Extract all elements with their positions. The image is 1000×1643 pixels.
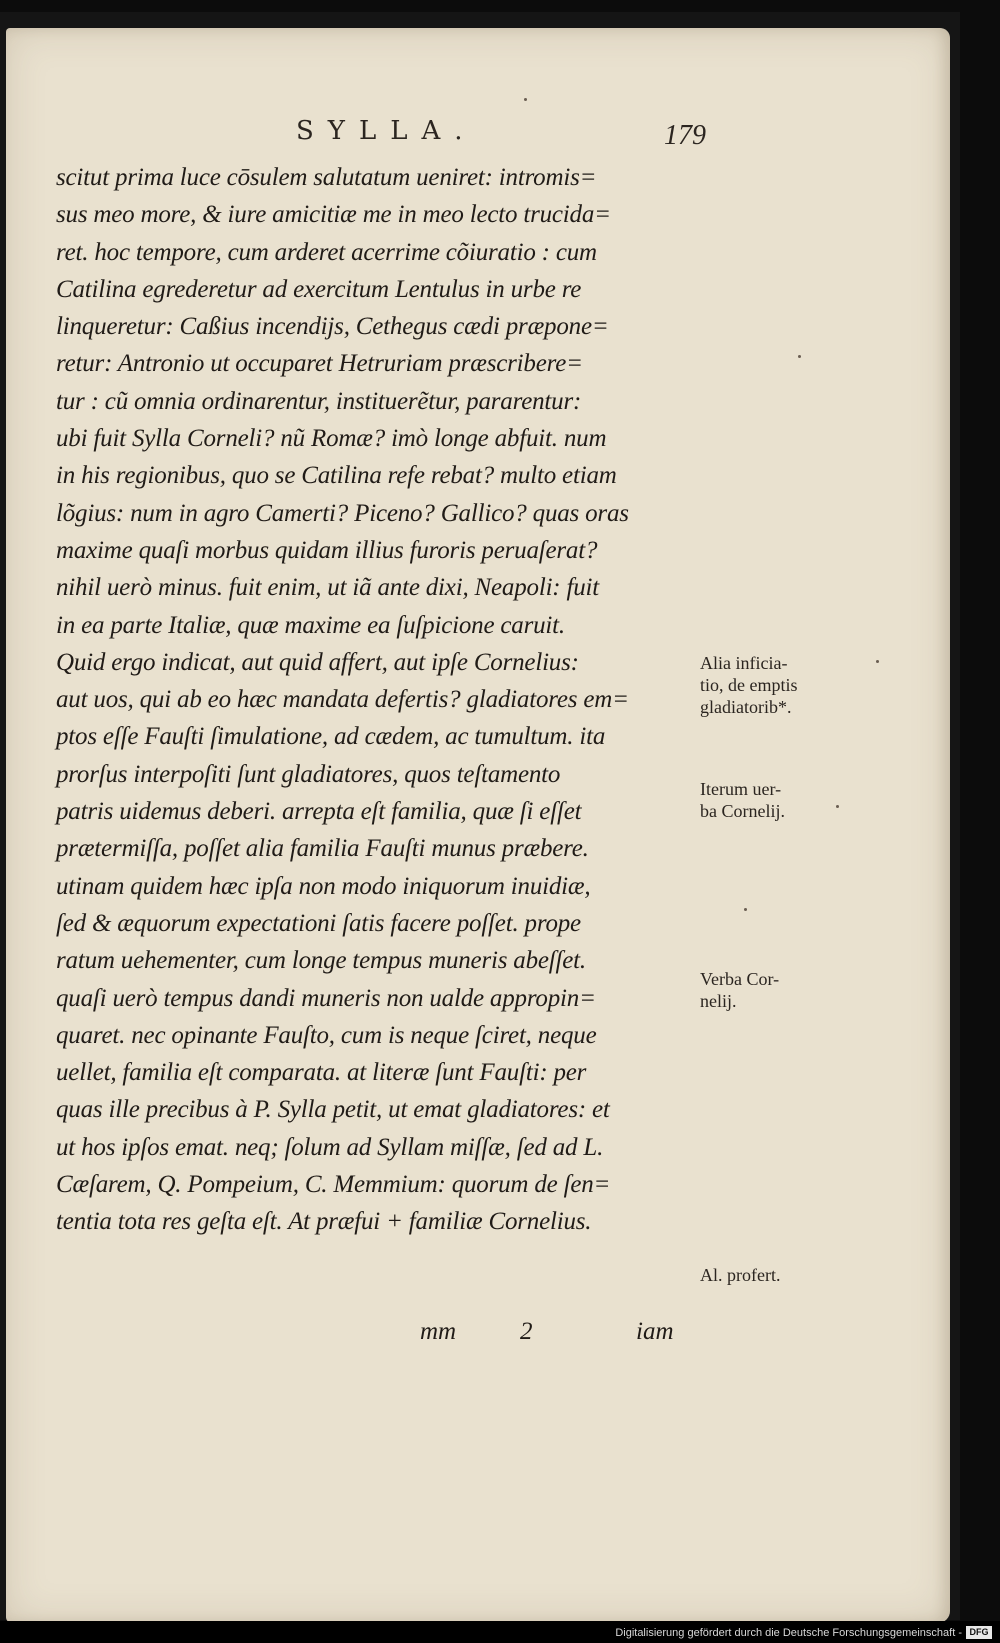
catchword: iam (636, 1318, 674, 1345)
signature-number: 2 (520, 1318, 533, 1345)
text-line: prætermiſſa, poſſet alia familia Fauſti munus præbere. (56, 835, 589, 863)
text-line: linqueretur: Caßius incendijs, Cethegus cædi præpone= (56, 313, 609, 341)
text-line: in ea parte Italiæ, quæ maxime ea ſuſpicione caruit. (56, 611, 565, 639)
text-line: quaſi uerò tempus dandi muneris non ualde appropin= (56, 984, 596, 1012)
paper-speck (744, 908, 747, 911)
marginal-note: Alia inficia- tio, de emptis gladiatorib*. (700, 653, 798, 717)
text-line: retur: Antronio ut occuparet Hetruriam præscribere= (56, 350, 583, 378)
text-line: ſed & æquorum expectationi ſatis facere poſſet. prope (56, 909, 581, 937)
text-line: scitut prima luce cōsulem salutatum ueniret: intromis= (56, 164, 597, 191)
book-page (6, 28, 950, 1623)
page-number: 179 (664, 120, 706, 151)
paper-speck (876, 660, 879, 663)
text-line: tur : cũ omnia ordinarentur, instituerẽtur, pararentur: (56, 387, 582, 415)
text-line: uellet, familia eſt comparata. at literæ ſunt Fauſti: per (56, 1059, 587, 1087)
text-line: prorſus interpoſiti ſunt gladiatores, quos teſtamento (56, 760, 561, 788)
text-line: nihil uerò minus. fuit enim, ut iã ante dixi, Neapoli: fuit (56, 574, 600, 602)
text-line: Catilina egrederetur ad exercitum Lentulus in urbe re (56, 275, 582, 303)
running-head: SYLLA. (296, 116, 477, 146)
marginal-note: Al. profert. (700, 1265, 781, 1285)
paper-speck (524, 98, 527, 101)
text-line: tentia tota res geſta eſt. At præfui + familiæ Cornelius. (56, 1208, 592, 1236)
text-line: ptos eſſe Fauſti ſimulatione, ad cædem, ac tumultum. ita (56, 723, 606, 751)
text-line: utinam quidem hæc ipſa non modo iniquorum inuidiæ, (56, 872, 591, 900)
text-line: in his regionibus, quo se Catilina refe rebat? multo etiam (56, 462, 617, 490)
paper-speck (798, 355, 801, 358)
digitization-credit: Digitalisierung gefördert durch die Deutsche Forschungsgemeinschaft - (615, 1627, 962, 1639)
dfg-logo: DFG (966, 1626, 992, 1639)
text-line: sus meo more, & iure amicitiæ me in meo lecto trucida= (56, 201, 611, 229)
text-line: aut uos, qui ab eo hæc mandata defertis? gladiatores em= (56, 686, 629, 714)
footer-bar (0, 1621, 1000, 1643)
text-line: patris uidemus deberi. arrepta eſt familia, quæ ſi eſſet (56, 798, 582, 826)
text-line: maxime quaſi morbus quidam illius furoris peruaſerat? (56, 536, 598, 564)
text-line: quaret. nec opinante Fauſto, cum is neque ſciret, neque (56, 1021, 597, 1049)
text-line: lõgius: num in agro Camerti? Piceno? Gallico? quas oras (56, 499, 629, 527)
text-line: ret. hoc tempore, cum arderet acerrime cõiuratio : cum (56, 238, 597, 266)
text-line: Cæſarem, Q. Pompeium, C. Memmium: quorum de ſen= (56, 1171, 611, 1199)
body-text (56, 159, 716, 1241)
text-line: quas ille precibus à P. Sylla petit, ut emat gladiatores: et (56, 1096, 610, 1124)
signature-mark: mm (420, 1318, 457, 1345)
paper-speck (836, 805, 839, 808)
marginal-note: Verba Cor- nelij. (700, 969, 780, 1011)
marginal-note: Iterum uer- ba Cornelij. (700, 779, 785, 821)
text-line: ut hos ipſos emat. neq; ſolum ad Syllam miſſæ, ſed ad L. (56, 1133, 604, 1161)
text-line: ratum uehementer, cum longe tempus muneris abeſſet. (56, 947, 586, 975)
text-line: ubi fuit Sylla Corneli? nũ Romæ? imò longe abfuit. num (56, 425, 607, 453)
text-line: Quid ergo indicat, aut quid affert, aut ipſe Cornelius: (56, 648, 579, 676)
